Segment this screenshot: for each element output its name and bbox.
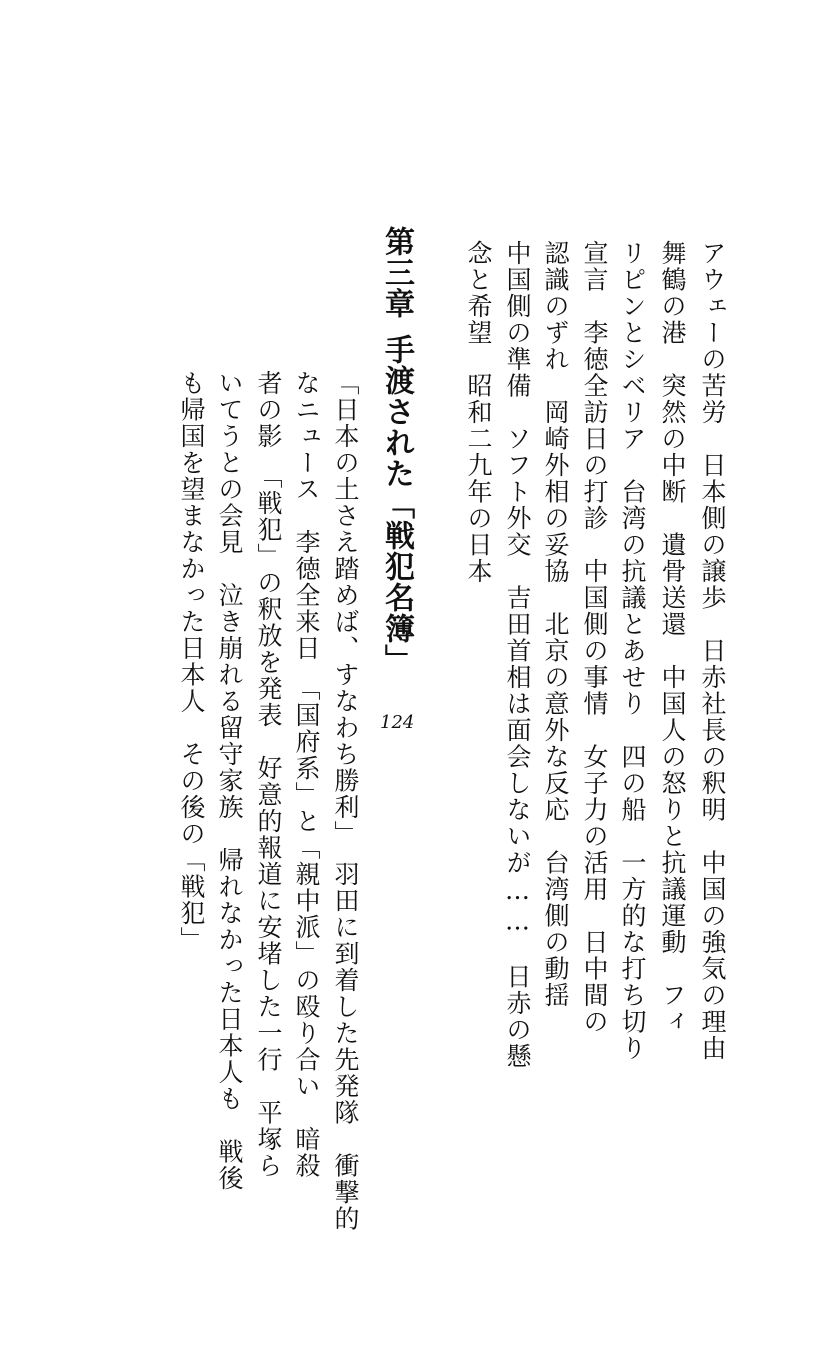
chapter-contents-line-3: 者の影 「戦犯」の釈放を発表 好意的報道に安堵した一行 平塚ら (254, 370, 283, 1179)
chapter-contents-line-1: 「日本の土さえ踏めば、すなわち勝利」 羽田に到着した先発隊 衝撃的 (331, 370, 360, 1232)
contents-line-2: 舞鶴の港 突然の中断 遺骨送還 中国人の怒りと抗議運動 フィ (658, 240, 687, 1035)
contents-line-3: リピンとシベリア 台湾の抗議とあせり 四の船 一方的な打ち切り (618, 240, 647, 1062)
contents-line-5: 認識のずれ 岡崎外相の妥協 北京の意外な反応 台湾側の動揺 (541, 240, 570, 1009)
chapter-label: 第三章 (379, 226, 414, 319)
contents-line-1: アウェーの苦労 日本側の譲歩 日赤社長の釈明 中国の強気の理由 (698, 240, 727, 1062)
contents-line-6: 中国側の準備 ソフト外交 吉田首相は面会しないが…… 日赤の懸 (503, 240, 532, 1070)
contents-line-4: 宣言 李徳全訪日の打診 中国側の事情 女子力の活用 日中間の (580, 240, 609, 1035)
chapter-contents-line-2: なニュース 李徳全来日 「国府系」と「親中派」の殴り合い 暗殺 (292, 370, 321, 1179)
chapter-page-number: 124 (380, 712, 415, 733)
chapter-contents-line-4: いてうとの会見 泣き崩れる留守家族 帰れなかった日本人も 戦後 (215, 370, 244, 1192)
chapter-title: 手渡された「戦犯名簿」 (379, 334, 414, 675)
chapter-contents-line-5: も帰国を望まなかった日本人 その後の「戦犯」 (177, 370, 206, 953)
contents-line-7: 念と希望 昭和二九年の日本 (464, 240, 493, 585)
